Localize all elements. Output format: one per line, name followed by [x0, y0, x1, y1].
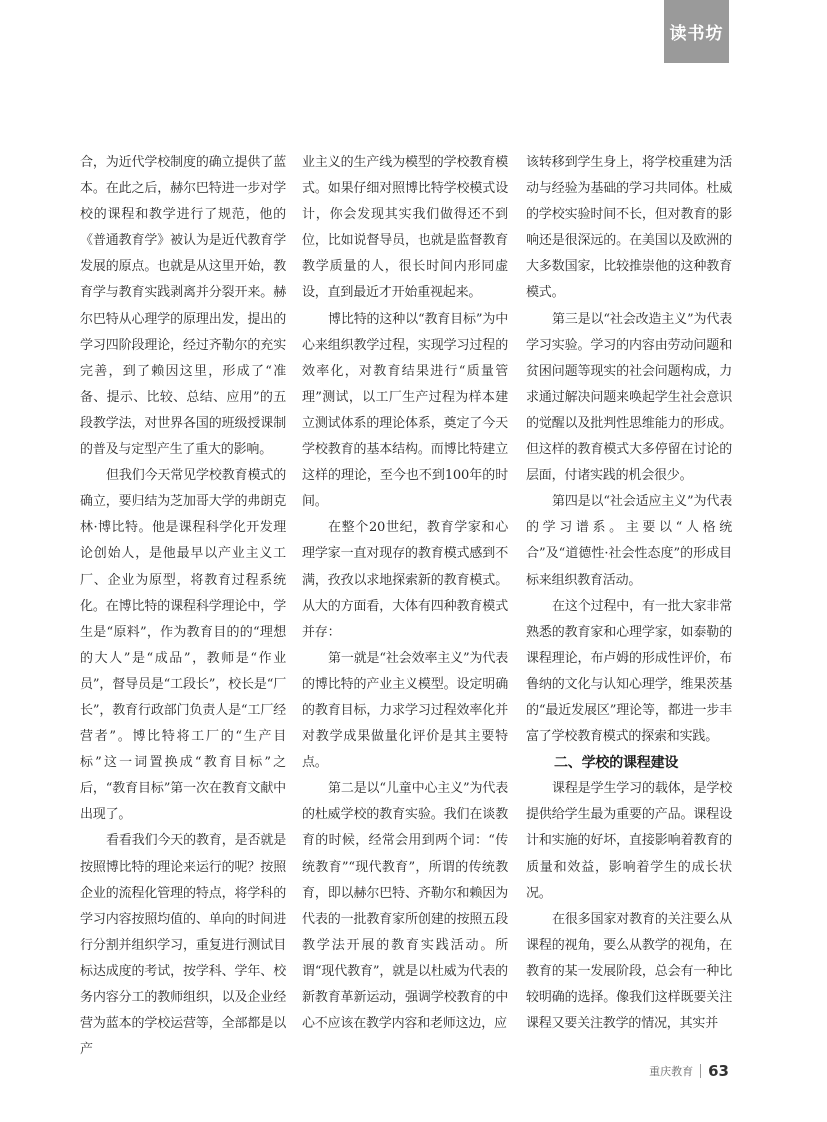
paragraph: 第一就是“社会效率主义”为代表的博比特的产业主义模型。设定明确的教育目标，力求学习过程效率化并对教学成果做量化评价是其主要特点。: [302, 650, 508, 771]
text-column-2: [302, 150, 508, 1037]
paragraph: 在这个过程中，有一批大家非常熟悉的教育家和心理学家，如泰勒的课程理论，布卢姆的形成性评价，布鲁纳的文化与认知心理学，维果茨基的“最近发展区”理论等，都进一步丰富了学校教育模式的探索和实践。: [526, 598, 732, 745]
paragraph: 第三是以“社会改造主义”为代表学习实验。学习的内容由劳动问题和贫困问题等现实的社会问题构成，力求通过解决问题来唤起学生社会意识的觉醒以及批判性思维能力的形成。但这样的教育模式大多停留在讨论的层面，付诸实践的机会很少。: [526, 311, 732, 484]
page-number: 63: [708, 1062, 729, 1080]
text-column-1: [80, 150, 286, 1063]
paragraph: 第四是以“社会适应主义”为代表的学习谱系。主要以“人格统合”及“道德性·社会性态度”的形成目标来组织教育活动。: [526, 494, 732, 588]
paragraph: 但我们今天常见学校教育模式的确立，要归结为芝加哥大学的弗朗克林·博比特。他是课程科学化开发理论创始人，是他最早以产业主义工厂、企业为原型，将教育过程系统化。在博比特的课程科学理论中，学生是“原料”，作为教育目的的“理想的大人”是“成品”，教师是“作业员”，督导员是“工段长”，校长是“厂长”，教育行政部门负责人是“工厂经营者”。博比特将工厂的“生产目标”这一词置换成“教育目标”之后，“教育目标”第一次在教育文献中出现了。: [80, 468, 286, 823]
paragraph: 第二是以“儿童中心主义”为代表的杜威学校的教育实验。我们在谈教育的时候，经常会用到两个词：“传统教育”“现代教育”，所谓的传统教育，即以赫尔巴特、齐勒尔和赖因为代表的一批教育家所创建的按照五段教学法开展的教育实践活动。所谓“现代教育”，就是以杜威为代表的新教育革新运动，强调学校教育的中心不应该在教学内容和老师这边，应: [302, 781, 508, 1032]
paragraph: 业主义的生产线为模型的学校教育模式。如果仔细对照博比特学校模式设计，你会发现其实我们做得还不到位，比如说督导员，也就是监督教育教学质量的人，很长时间内形同虚设，直到最近才开始重视起来。: [302, 155, 508, 301]
magazine-name: 重庆教育: [649, 1065, 694, 1078]
paragraph: 课程是学生学习的载体，是学校提供给学生最为重要的产品。课程设计和实施的好坏，直接影响着教育的质量和效益，影响着学生的成长状况。: [526, 781, 732, 901]
footer-divider: [700, 1064, 701, 1078]
paragraph: 在很多国家对教育的关注要么从课程的视角，要么从教学的视角，在教育的某一发展阶段，总会有一种比较明确的选择。像我们这样既要关注课程又要关注教学的情况，其实并: [526, 911, 732, 1032]
text-column-3: [526, 150, 732, 1037]
paragraph: 看看我们今天的教育，是否就是按照博比特的理论来运行的呢？按照企业的流程化管理的特点，将学科的学习内容按照均值的、单向的时间进行分割并组织学习，重复进行测试目标达成度的考试，按学科、学年、校务内容分工的教师组织，以及企业经营为蓝本的学校运营等，全部都是以产: [80, 833, 286, 1058]
paragraph: 合，为近代学校制度的确立提供了蓝本。在此之后，赫尔巴特进一步对学校的课程和教学进行了规范，他的《普通教育学》被认为是近代教育学发展的原点。也就是从这里开始，教育学与教育实践剥离并分裂开来。赫尔巴特从心理学的原理出发，提出的学习四阶段理论，经过齐勒尔的充实完善，到了赖因这里，形成了“准备、提示、比较、总结、应用”的五段教学法，对世界各国的班级授课制的普及与定型产生了重大的影响。: [80, 155, 286, 458]
section-tag: 读书坊: [664, 0, 729, 63]
page-footer: [649, 1062, 729, 1080]
paragraph: 在整个20世纪，教育学家和心理学家一直对现存的教育模式感到不满，孜孜以求地探索新的教育模式。从大的方面看，大体有四种教育模式并存：: [302, 520, 508, 640]
paragraph: 该转移到学生身上，将学校重建为活动与经验为基础的学习共同体。杜威的学校实验时间不长，但对教育的影响还是很深远的。在美国以及欧洲的大多数国家，比较推崇他的这种教育模式。: [526, 155, 732, 301]
section-heading: 二、学校的课程建设: [554, 755, 679, 772]
paragraph: 博比特的这种以“教育目标”为中心来组织教学过程，实现学习过程的效率化，对教育结果进行“质量管理”测试，以工厂生产过程为样本建立测试体系的理论体系，奠定了今天学校教育的基本结构。而博比特建立这样的理论，至今也不到100年的时间。: [302, 311, 508, 510]
